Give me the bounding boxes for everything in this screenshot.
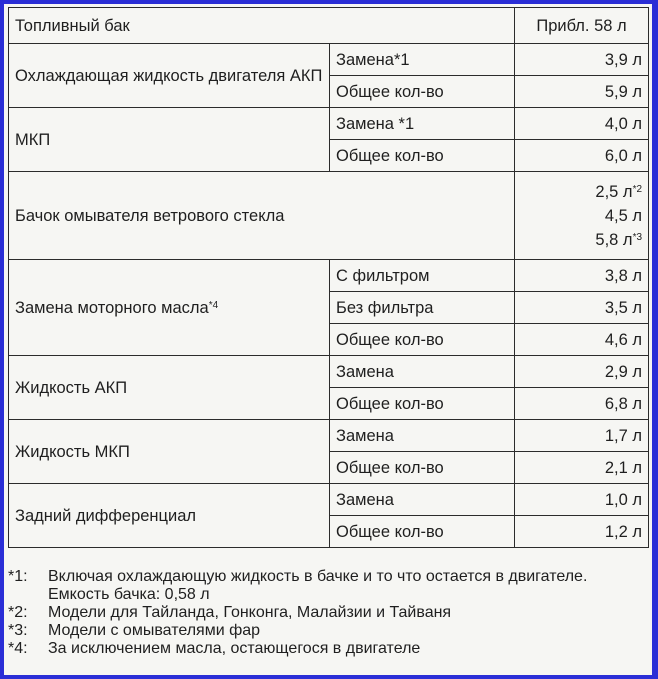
row-value: Прибл. 58 л bbox=[515, 8, 649, 44]
table-row-fuel-tank bbox=[9, 8, 649, 44]
sub-value: 6,0 л bbox=[515, 140, 649, 172]
row-label: Жидкость МКП bbox=[9, 420, 330, 484]
sub-label: Общее кол-во bbox=[330, 388, 515, 420]
sub-value: 2,1 л bbox=[515, 452, 649, 484]
sub-label: Общее кол-во bbox=[330, 516, 515, 548]
sub-value: 4,6 л bbox=[515, 324, 649, 356]
sub-value: 3,8 л bbox=[515, 260, 649, 292]
sub-label: Без фильтра bbox=[330, 292, 515, 324]
footnote-mark: *4: bbox=[8, 640, 28, 657]
sub-label: Замена bbox=[330, 484, 515, 516]
footnote-text: Модели с омывателями фар bbox=[48, 622, 261, 639]
footnote bbox=[8, 568, 648, 604]
washer-values bbox=[515, 172, 649, 260]
footnote-text: Модели для Тайланда, Гонконга, Малайзии и Тайваня bbox=[48, 604, 452, 621]
footnote-mark: *2: bbox=[8, 604, 28, 621]
footnote bbox=[8, 622, 648, 640]
table-row-rear-diff bbox=[9, 484, 649, 516]
table-row-mt-fluid bbox=[9, 420, 649, 452]
sub-value: 6,8 л bbox=[515, 388, 649, 420]
footnote-mark: *1: bbox=[8, 568, 28, 585]
row-label bbox=[9, 260, 330, 356]
row-label: Жидкость АКП bbox=[9, 356, 330, 420]
sub-label: Замена*1 bbox=[330, 44, 515, 76]
footnotes bbox=[8, 568, 648, 658]
sub-label: С фильтром bbox=[330, 260, 515, 292]
footnote-mark: *3 bbox=[632, 231, 643, 243]
table-row-washer bbox=[9, 172, 649, 260]
sub-value: 1,7 л bbox=[515, 420, 649, 452]
sub-value: 3,9 л bbox=[515, 44, 649, 76]
sub-label: Общее кол-во bbox=[330, 324, 515, 356]
footnote-text: Включая охлаждающую жидкость в бачке и то что остается в двигателе. Емкость бачка: 0,58 л bbox=[48, 568, 588, 603]
sub-value: 1,2 л bbox=[515, 516, 649, 548]
sub-label: Общее кол-во bbox=[330, 452, 515, 484]
row-label: Задний дифференциал bbox=[9, 484, 330, 548]
sub-value: 2,9 л bbox=[515, 356, 649, 388]
table-row-engine-oil bbox=[9, 260, 649, 292]
table-row-coolant-mt bbox=[9, 108, 649, 140]
washer-value: 2,5 л bbox=[595, 182, 633, 201]
footnote-mark: *2 bbox=[632, 183, 643, 195]
sub-label: Замена bbox=[330, 356, 515, 388]
sub-label: Замена bbox=[330, 420, 515, 452]
sub-value: 3,5 л bbox=[515, 292, 649, 324]
row-label-text: Замена моторного масла bbox=[15, 298, 209, 317]
sub-value: 1,0 л bbox=[515, 484, 649, 516]
row-label: Топливный бак bbox=[9, 8, 515, 44]
table-row-coolant-at bbox=[9, 44, 649, 76]
footnote-mark: *4 bbox=[208, 299, 219, 311]
footnote-mark: *3: bbox=[8, 622, 28, 639]
row-label: Бачок омывателя ветрового стекла bbox=[9, 172, 515, 260]
sub-label: Общее кол-во bbox=[330, 140, 515, 172]
footnote bbox=[8, 604, 648, 622]
sub-label: Общее кол-во bbox=[330, 76, 515, 108]
sub-value: 5,9 л bbox=[515, 76, 649, 108]
washer-value: 4,5 л bbox=[604, 206, 643, 225]
row-label: Охлаждающая жидкость двигателя АКП bbox=[9, 44, 330, 108]
footnote bbox=[8, 640, 648, 658]
page bbox=[4, 4, 652, 675]
table-row-at-fluid bbox=[9, 356, 649, 388]
capacities-table bbox=[8, 7, 649, 548]
sub-label: Замена *1 bbox=[330, 108, 515, 140]
washer-value: 5,8 л bbox=[595, 230, 633, 249]
footnote-text: За исключением масла, остающегося в двигателе bbox=[48, 640, 421, 657]
row-label: МКП bbox=[9, 108, 330, 172]
sub-value: 4,0 л bbox=[515, 108, 649, 140]
